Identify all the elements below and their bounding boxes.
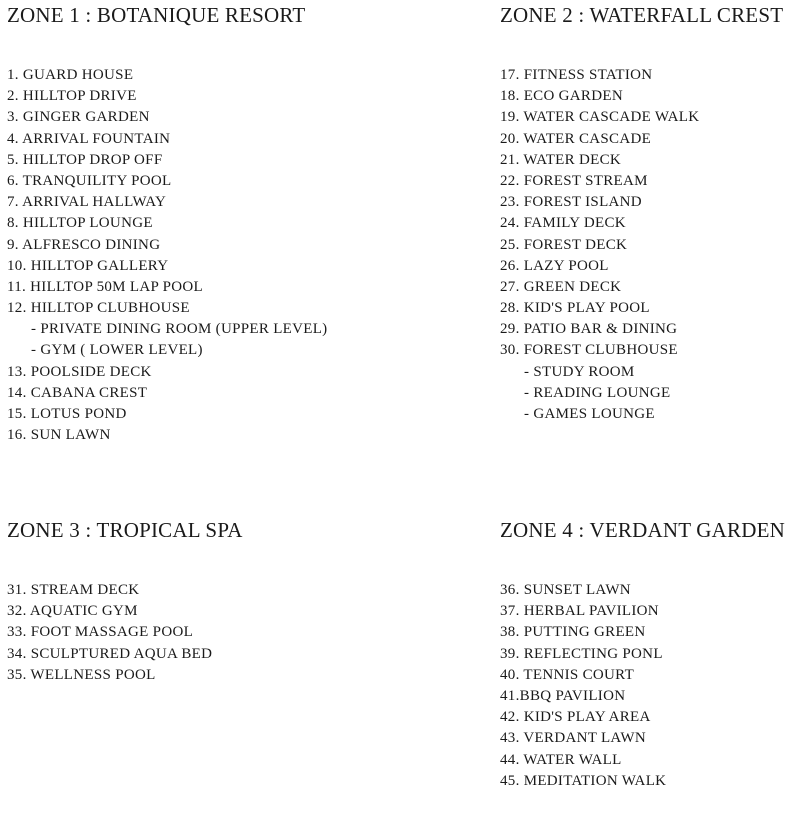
list-item: 18. ECO GARDEN (500, 88, 623, 105)
list-item: 19. WATER CASCADE WALK (500, 109, 700, 126)
list-item: 21. WATER DECK (500, 151, 622, 168)
zone-4-list (500, 580, 785, 792)
list-item: 14. CABANA CREST (7, 384, 148, 401)
list-item: 41.BBQ PAVILION (500, 687, 626, 704)
list-item: 1. GUARD HOUSE (7, 67, 134, 83)
list-item: 8. HILLTOP LOUNGE (7, 215, 153, 232)
list-sub-item: - GYM ( LOWER LEVEL) (31, 342, 203, 359)
list-sub-item: - READING LOUNGE (524, 384, 671, 401)
list-item: 37. HERBAL PAVILION (500, 603, 659, 620)
list-item: 11. HILLTOP 50M LAP POOL (7, 278, 203, 295)
list-item: 30. FOREST CLUBHOUSE (500, 342, 678, 359)
list-item: 13. POOLSIDE DECK (7, 363, 152, 380)
list-sub-item: - PRIVATE DINING ROOM (UPPER LEVEL) (31, 321, 328, 338)
list-item: 33. FOOT MASSAGE POOL (7, 624, 194, 641)
list-item: 17. FITNESS STATION (500, 67, 653, 83)
list-item: 20. WATER CASCADE (500, 130, 652, 147)
list-item: 2. HILLTOP DRIVE (7, 88, 137, 105)
list-item: 6. TRANQUILITY POOL (7, 172, 172, 189)
zone-1-title: ZONE 1 : BOTANIQUE RESORT (7, 3, 306, 27)
list-item: 23. FOREST ISLAND (500, 194, 642, 211)
list-item: 44. WATER WALL (500, 751, 622, 768)
list-item: 22. FOREST STREAM (500, 172, 648, 189)
list-item: 27. GREEN DECK (500, 278, 622, 295)
zone-3-title: ZONE 3 : TROPICAL SPA (7, 518, 243, 542)
list-item: 3. GINGER GARDEN (7, 109, 150, 126)
zone-1-section (7, 4, 327, 446)
list-item: 29. PATIO BAR & DINING (500, 321, 678, 338)
list-item: 42. KID'S PLAY AREA (500, 709, 651, 726)
zone-3-section (7, 519, 243, 686)
list-item: 4. ARRIVAL FOUNTAIN (7, 130, 171, 147)
list-item: 16. SUN LAWN (7, 427, 111, 444)
list-item: 32. AQUATIC GYM (7, 603, 138, 620)
list-item: 10. HILLTOP GALLERY (7, 257, 169, 274)
zone-4-section (500, 519, 785, 792)
list-sub-item: - STUDY ROOM (524, 363, 635, 380)
list-item: 5. HILLTOP DROP OFF (7, 151, 163, 168)
list-item: 26. LAZY POOL (500, 257, 609, 274)
list-sub-item: - GAMES LOUNGE (524, 406, 655, 422)
list-item: 25. FOREST DECK (500, 236, 628, 253)
list-item: 34. SCULPTURED AQUA BED (7, 645, 213, 662)
list-item: 35. WELLNESS POOL (7, 666, 156, 683)
list-item: 12. HILLTOP CLUBHOUSE (7, 300, 190, 317)
list-item: 24. FAMILY DECK (500, 215, 626, 232)
list-item: 43. VERDANT LAWN (500, 730, 646, 747)
list-item: 36. SUNSET LAWN (500, 582, 631, 598)
zone-4-title: ZONE 4 : VERDANT GARDEN (500, 518, 785, 542)
zone-2-list (500, 65, 783, 425)
list-item: 40. TENNIS COURT (500, 666, 635, 683)
list-item: 31. STREAM DECK (7, 582, 140, 598)
list-item: 39. REFLECTING PONL (500, 645, 663, 662)
zone-1-list (7, 65, 327, 446)
list-item: 15. LOTUS POND (7, 406, 127, 422)
list-item: 38. PUTTING GREEN (500, 624, 646, 641)
zone-2-section (500, 4, 783, 425)
list-item: 28. KID'S PLAY POOL (500, 300, 650, 317)
zone-2-title: ZONE 2 : WATERFALL CREST (500, 3, 784, 27)
zone-3-list (7, 580, 243, 686)
list-item: 7. ARRIVAL HALLWAY (7, 194, 167, 211)
list-item: 45. MEDITATION WALK (500, 772, 667, 789)
list-item: 9. ALFRESCO DINING (7, 236, 161, 253)
